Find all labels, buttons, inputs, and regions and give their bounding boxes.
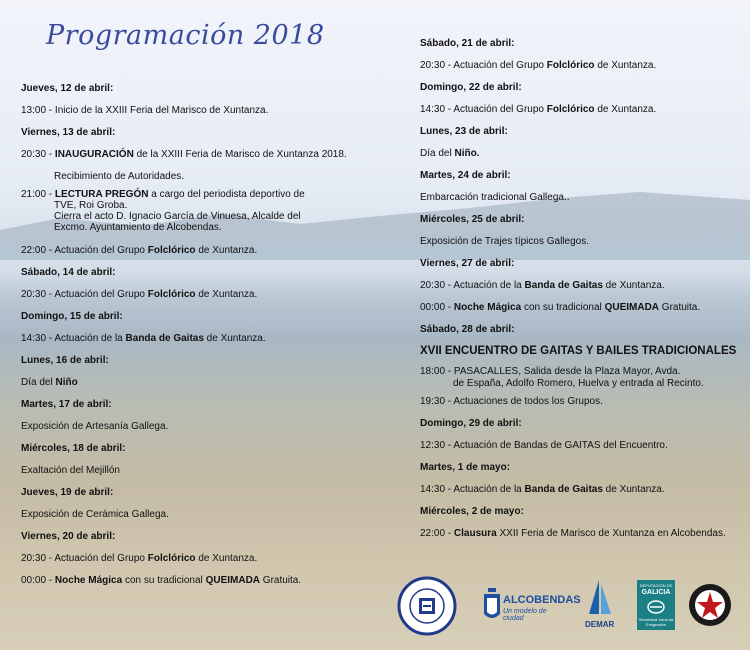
event-line (420, 60, 656, 72)
event-line (420, 396, 603, 408)
sail-icon (587, 578, 613, 618)
event-text: Exaltación del Mejillón (21, 465, 120, 476)
event-text: Actuación del Grupo (54, 289, 148, 300)
event-text: Actuación del Grupo (54, 245, 148, 256)
alcobendas-tagline: Un modelo de ciudad (503, 608, 547, 622)
event-time: 19:30 - (420, 396, 454, 407)
event-text: Gratuita. (659, 302, 701, 313)
demar-logo (583, 578, 617, 634)
day-heading: Sábado, 21 de abril: (420, 38, 515, 49)
event-text: de Xuntanza. (594, 104, 657, 115)
event-text: Exposición de Cerámica Gallega. (21, 509, 169, 520)
day-heading: Lunes, 16 de abril: (21, 355, 109, 366)
day-heading: Sábado, 28 de abril: (420, 324, 515, 335)
event-time: 14:30 - (420, 484, 454, 495)
event-line (21, 575, 301, 587)
event-time: 18:00 - (420, 366, 454, 377)
event-text: con su tradicional (521, 302, 605, 313)
event-line (21, 377, 78, 389)
event-text: Actuación del Grupo (453, 60, 547, 71)
event-line (21, 105, 268, 117)
event-line (21, 509, 169, 521)
event-highlight: QUEIMADA (205, 575, 261, 586)
sponsor-logos (395, 574, 735, 638)
event-line (21, 189, 305, 201)
event-highlight: INAUGURACIÓN (54, 149, 134, 160)
red-star-emblem (687, 582, 733, 628)
event-time: 22:00 - (21, 245, 55, 256)
galicia-top-text: DEPUTACIÓN DE (639, 583, 673, 588)
page-title: Programación 2018 (46, 20, 325, 51)
event-text: Actuación de Bandas de GAITAS del Encuentro. (453, 440, 668, 451)
event-text: Actuación de la (453, 484, 525, 495)
event-text: Exposición de Trajes típicos Gallegos. (420, 236, 589, 247)
event-highlight: Banda de Gaitas (524, 280, 603, 291)
event-line (420, 192, 570, 204)
event-line (420, 236, 589, 248)
day-heading: Jueves, 12 de abril: (21, 83, 114, 94)
event-highlight: QUEIMADA (604, 302, 660, 313)
event-continuation: de España, Adolfo Romero, Huelva y entrada al Recinto. (453, 378, 704, 389)
event-line (420, 366, 680, 378)
event-text: de Xuntanza. (203, 333, 266, 344)
event-time: 20:30 - (420, 60, 454, 71)
event-line (21, 245, 257, 257)
event-text: de Xuntanza. (602, 280, 665, 291)
event-highlight: Folclórico (546, 104, 595, 115)
event-line (21, 465, 120, 477)
day-heading: Viernes, 27 de abril: (420, 258, 515, 269)
day-heading: Martes, 1 de mayo: (420, 462, 511, 473)
day-heading: Domingo, 22 de abril: (420, 82, 522, 93)
day-heading: Lunes, 23 de abril: (420, 126, 508, 137)
alcobendas-wordmark: ALCOBENDAS (503, 594, 581, 606)
demar-wordmark: DEMAR (585, 620, 615, 629)
event-text: Embarcación tradicional Gallega.. (420, 192, 570, 203)
event-line (420, 104, 656, 116)
event-text: Actuación del Grupo (54, 553, 148, 564)
event-time: 20:30 - (420, 280, 454, 291)
event-highlight: Banda de Gaitas (125, 333, 204, 344)
event-line (21, 289, 257, 301)
event-text: de Xuntanza. (594, 60, 657, 71)
event-time: 20:30 - (21, 149, 55, 160)
event-line (420, 302, 700, 314)
xuntanza-logo (395, 576, 459, 636)
event-highlight: Folclórico (147, 289, 196, 300)
day-heading: Miércoles, 25 de abril: (420, 214, 525, 225)
event-highlight: LECTURA PREGÓN (54, 189, 149, 200)
event-text: Día del (420, 148, 455, 159)
day-heading: Viernes, 13 de abril: (21, 127, 116, 138)
event-time: 21:00 - (21, 189, 55, 200)
event-highlight: Niño (55, 377, 78, 388)
event-banner: XVII ENCUENTRO DE GAITAS Y BAILES TRADICIONALES (420, 345, 737, 357)
event-text: de Xuntanza. (195, 553, 258, 564)
event-continuation: Recibimiento de Autoridades. (54, 171, 185, 182)
event-text: Actuación del Grupo (453, 104, 547, 115)
event-highlight: Clausura (453, 528, 497, 539)
event-text: de Xuntanza. (602, 484, 665, 495)
event-text: PASACALLES, Salida desde la Plaza Mayor, Avda. (453, 366, 681, 377)
event-highlight: Folclórico (546, 60, 595, 71)
galicia-emblem-icon (646, 599, 666, 615)
day-heading: Miércoles, 2 de mayo: (420, 506, 524, 517)
event-time: 13:00 - (21, 105, 55, 116)
event-text: de Xuntanza. (195, 245, 258, 256)
day-heading: Jueves, 19 de abril: (21, 487, 114, 498)
event-line (420, 484, 665, 496)
event-continuation: Cierra el acto D. Ignacio García de Vinuesa, Alcalde del (54, 211, 301, 222)
event-time: 14:30 - (21, 333, 55, 344)
galicia-wordmark: GALICIA (641, 589, 671, 596)
event-line (21, 149, 347, 161)
event-time: 00:00 - (21, 575, 55, 586)
day-heading: Martes, 24 de abril: (420, 170, 511, 181)
day-heading: Domingo, 15 de abril: (21, 311, 123, 322)
alcobendas-logo (483, 588, 581, 628)
event-highlight: Niño. (454, 148, 480, 159)
event-text: Gratuita. (260, 575, 302, 586)
event-text: de la XXIII Feria de Marisco de Xuntanza 2018. (133, 149, 347, 160)
galicia-logo (637, 580, 675, 630)
event-time: 20:30 - (21, 553, 55, 564)
day-heading: Martes, 17 de abril: (21, 399, 112, 410)
alcobendas-crest-icon (483, 588, 501, 624)
event-highlight: Folclórico (147, 553, 196, 564)
day-heading: Miércoles, 18 de abril: (21, 443, 126, 454)
event-highlight: Noche Mágica (453, 302, 522, 313)
event-text: Día del (21, 377, 56, 388)
event-time: 14:30 - (420, 104, 454, 115)
event-line (21, 553, 257, 565)
event-text: a cargo del periodista deportivo de (148, 189, 305, 200)
event-continuation: Excmo. Ayuntamiento de Alcobendas. (54, 222, 222, 233)
event-highlight: Noche Mágica (54, 575, 123, 586)
event-text: Exposición de Artesanía Gallega. (21, 421, 169, 432)
event-text: XXII Feria de Marisco de Xuntanza en Alcobendas. (496, 528, 726, 539)
event-text: Inicio de la XXIII Feria del Marisco de Xuntanza. (54, 105, 269, 116)
event-highlight: Folclórico (147, 245, 196, 256)
event-line (420, 280, 665, 292)
event-time: 20:30 - (21, 289, 55, 300)
day-heading: Sábado, 14 de abril: (21, 267, 116, 278)
event-text: de Xuntanza. (195, 289, 258, 300)
event-text: Actuación de la (453, 280, 525, 291)
event-highlight: Banda de Gaitas (524, 484, 603, 495)
event-text: con su tradicional (122, 575, 206, 586)
event-continuation: TVE, Roi Groba. (54, 200, 128, 211)
event-time: 22:00 - (420, 528, 454, 539)
day-heading: Viernes, 20 de abril: (21, 531, 116, 542)
event-line (420, 528, 726, 540)
event-time: 12:30 - (420, 440, 454, 451)
event-time: 00:00 - (420, 302, 454, 313)
event-line (21, 421, 168, 433)
event-text: Actuación de la (54, 333, 126, 344)
event-line (420, 148, 479, 160)
event-line (420, 440, 668, 452)
event-line (21, 333, 266, 345)
galicia-bottom-text: Secretaría Xeral da Emigración (638, 617, 674, 627)
day-heading: Domingo, 29 de abril: (420, 418, 522, 429)
event-text: Actuaciones de todos los Grupos. (453, 396, 603, 407)
